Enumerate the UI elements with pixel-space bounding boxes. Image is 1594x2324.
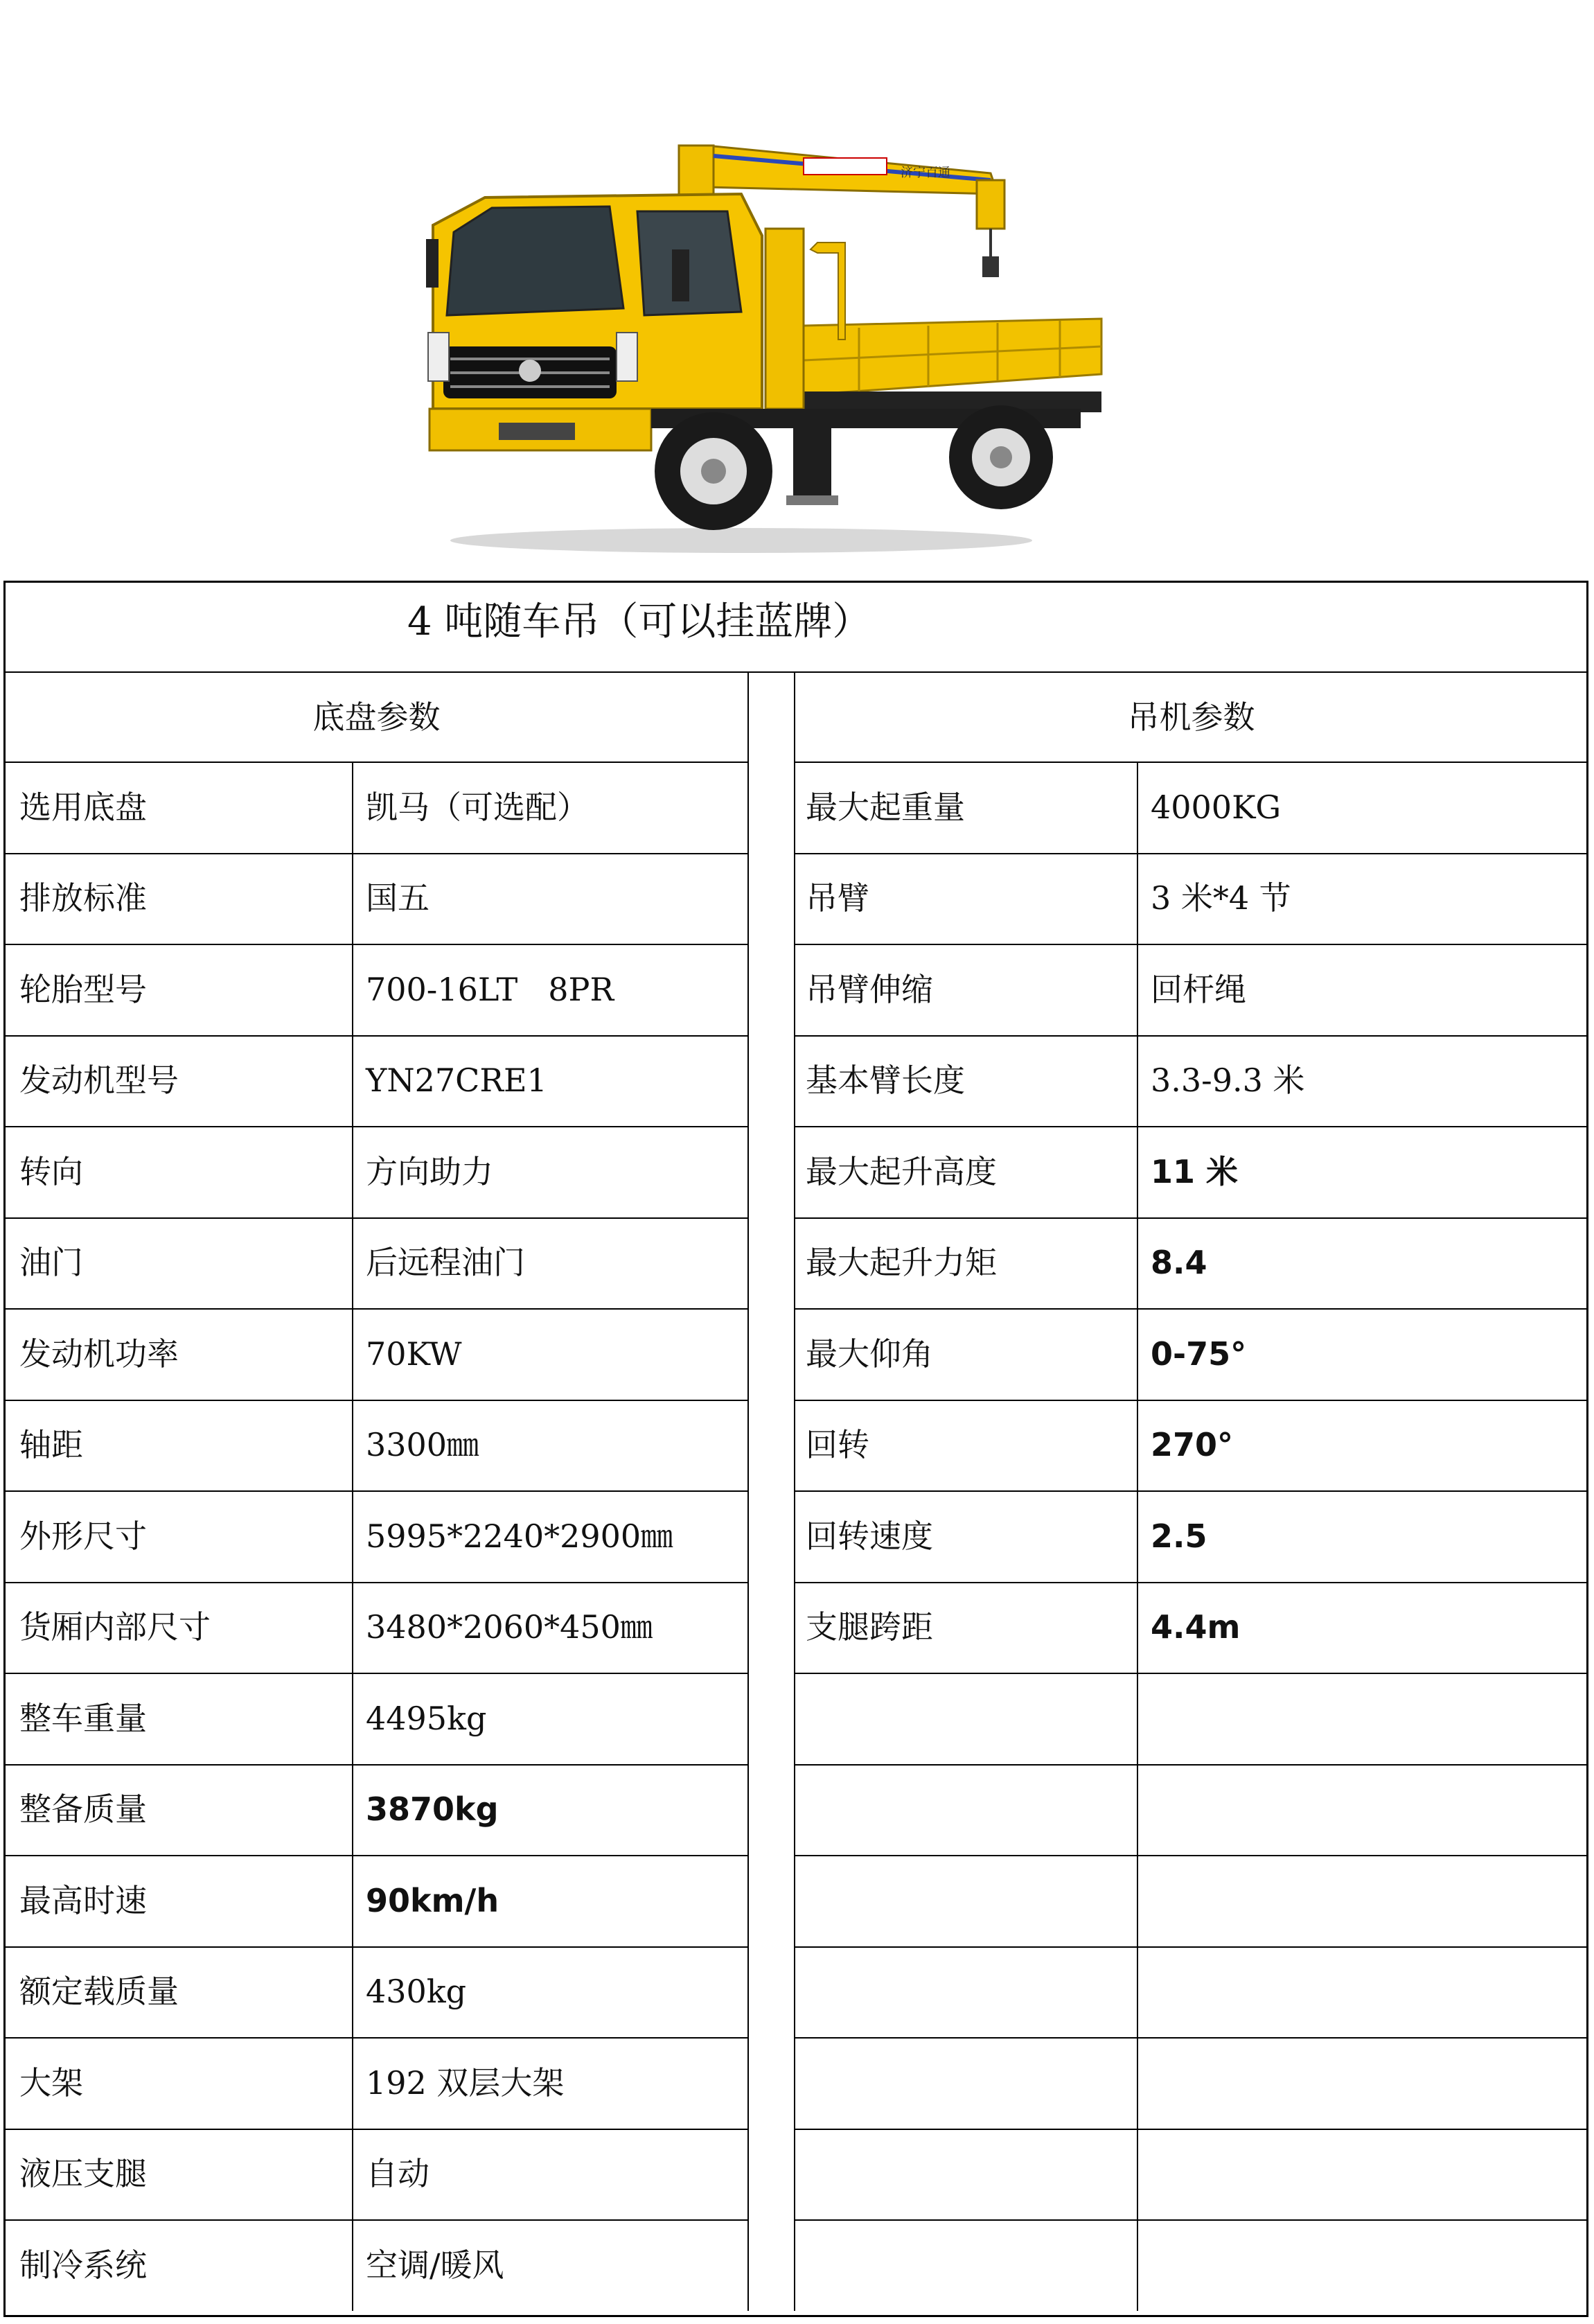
crane-param-label: 基本臂长度 xyxy=(806,1062,965,1100)
crane-header-divider xyxy=(794,762,1586,763)
chassis-param-label: 最高时速 xyxy=(19,1881,147,1919)
chassis-param-value: 3870kg xyxy=(366,1790,499,1829)
rear-wheel xyxy=(949,405,1053,509)
chassis-param-label: 货厢内部尺寸 xyxy=(19,1608,211,1646)
chassis-param-label: 大架 xyxy=(19,2063,83,2102)
chassis-param-value: 70KW xyxy=(366,1335,462,1373)
title-divider xyxy=(6,671,1586,673)
chassis-row-divider xyxy=(6,1855,747,1856)
chassis-param-label: 轴距 xyxy=(19,1426,83,1464)
crane-param-label: 回转 xyxy=(806,1426,869,1464)
chassis-param-label: 选用底盘 xyxy=(19,788,147,826)
chassis-row-divider xyxy=(6,2129,747,2130)
chassis-param-label: 外形尺寸 xyxy=(19,1517,147,1555)
chassis-param-value: 方向助力 xyxy=(366,1152,493,1190)
chassis-header-divider xyxy=(6,762,747,763)
chassis-param-value: 700-16LT 8PR xyxy=(366,970,614,1008)
chassis-param-label: 轮胎型号 xyxy=(19,970,147,1008)
crane-param-value: 4.4m xyxy=(1151,1608,1241,1646)
chassis-param-label: 发动机功率 xyxy=(19,1335,179,1373)
crane-param-value: 4000KG xyxy=(1151,788,1282,826)
front-wheel xyxy=(655,412,772,530)
chassis-row-divider xyxy=(6,944,747,945)
chassis-row-divider xyxy=(6,1582,747,1583)
crane-row-divider xyxy=(794,1308,1586,1310)
chassis-param-label: 油门 xyxy=(19,1244,83,1282)
crane-row-divider xyxy=(794,1764,1586,1766)
crane-param-label: 吊臂 xyxy=(806,879,869,917)
chassis-column-divider xyxy=(352,762,353,2311)
chassis-param-value: YN27CRE1 xyxy=(366,1062,547,1100)
chassis-row-divider xyxy=(6,1217,747,1219)
chassis-param-label: 制冷系统 xyxy=(19,2246,147,2284)
chassis-row-divider xyxy=(6,1764,747,1766)
crane-param-value: 回杆绳 xyxy=(1151,970,1246,1008)
chassis-param-value: 90km/h xyxy=(366,1881,499,1919)
chassis-param-value: 4495kg xyxy=(366,1699,487,1737)
crane-row-divider xyxy=(794,1490,1586,1492)
chassis-row-divider xyxy=(6,2037,747,2039)
chassis-param-label: 整备质量 xyxy=(19,1790,147,1829)
crane-param-value: 3.3-9.3 米 xyxy=(1151,1062,1305,1100)
chassis-param-label: 排放标准 xyxy=(19,879,147,917)
crane-param-label: 最大仰角 xyxy=(806,1335,933,1373)
table-title: 4 吨随车吊（可以挂蓝牌） xyxy=(407,599,871,644)
crane-truck-image xyxy=(416,132,1129,561)
ground-shadow xyxy=(450,528,1032,553)
spec-table xyxy=(3,581,1588,2317)
chassis-row-divider xyxy=(6,2219,747,2221)
chassis-param-label: 整车重量 xyxy=(19,1699,147,1737)
chassis-param-label: 转向 xyxy=(19,1152,83,1190)
cargo-bed xyxy=(804,319,1101,412)
chassis-row-divider xyxy=(6,1308,747,1310)
crane-param-label: 最大起重量 xyxy=(806,788,965,826)
chassis-row-divider xyxy=(6,1400,747,1401)
crane-row-divider xyxy=(794,1946,1586,1948)
crane-row-divider xyxy=(794,853,1586,854)
crane-row-divider xyxy=(794,1855,1586,1856)
chassis-param-value: 凯马（可选配） xyxy=(366,788,589,826)
chassis-param-value: 国五 xyxy=(366,879,430,917)
crane-row-divider xyxy=(794,944,1586,945)
chassis-params-header: 底盘参数 xyxy=(312,698,441,736)
crane-row-divider xyxy=(794,1126,1586,1127)
gap-line-left xyxy=(747,671,749,2311)
crane-param-label: 吊臂伸缩 xyxy=(806,970,933,1008)
crane-param-value: 8.4 xyxy=(1151,1244,1207,1282)
chassis-row-divider xyxy=(6,1946,747,1948)
chassis-param-label: 额定载质量 xyxy=(19,1973,179,2011)
crane-param-value: 2.5 xyxy=(1151,1517,1207,1555)
chassis-row-divider xyxy=(6,1673,747,1674)
boom-brand-label: 济宁百通 xyxy=(901,166,950,180)
chassis-param-value: 430kg xyxy=(366,1973,467,2011)
crane-param-value: 270° xyxy=(1151,1426,1234,1464)
chassis-param-value: 5995*2240*2900㎜ xyxy=(366,1517,673,1555)
chassis-param-value: 192 双层大架 xyxy=(366,2063,565,2102)
chassis-param-label: 液压支腿 xyxy=(19,2155,147,2193)
crane-row-divider xyxy=(794,1035,1586,1037)
chassis-param-value: 空调/暖风 xyxy=(366,2246,504,2284)
chassis-row-divider xyxy=(6,1126,747,1127)
chassis-param-value: 后远程油门 xyxy=(366,1244,525,1282)
crane-param-value: 3 米*4 节 xyxy=(1151,879,1291,917)
chassis-row-divider xyxy=(6,1035,747,1037)
crane-row-divider xyxy=(794,1582,1586,1583)
chassis-param-value: 3300㎜ xyxy=(366,1426,479,1464)
crane-param-label: 支腿跨距 xyxy=(806,1608,933,1646)
crane-param-value: 11 米 xyxy=(1151,1152,1239,1190)
crane-row-divider xyxy=(794,2037,1586,2039)
crane-row-divider xyxy=(794,1673,1586,1674)
crane-param-label: 最大起升高度 xyxy=(806,1152,997,1190)
crane-row-divider xyxy=(794,2219,1586,2221)
chassis-param-label: 发动机型号 xyxy=(19,1062,179,1100)
chassis-row-divider xyxy=(6,853,747,854)
crane-column-divider xyxy=(1137,762,1138,2311)
crane-row-divider xyxy=(794,2129,1586,2130)
chassis-param-value: 自动 xyxy=(366,2155,430,2193)
crane-param-label: 回转速度 xyxy=(806,1517,933,1555)
crane-param-label: 最大起升力矩 xyxy=(806,1244,997,1282)
crane-row-divider xyxy=(794,1217,1586,1219)
crane-param-value: 0-75° xyxy=(1151,1335,1247,1373)
outrigger xyxy=(793,423,831,499)
crane-params-header: 吊机参数 xyxy=(1127,698,1255,736)
crane-row-divider xyxy=(794,1400,1586,1401)
chassis-param-value: 3480*2060*450㎜ xyxy=(366,1608,653,1646)
chassis-row-divider xyxy=(6,1490,747,1492)
